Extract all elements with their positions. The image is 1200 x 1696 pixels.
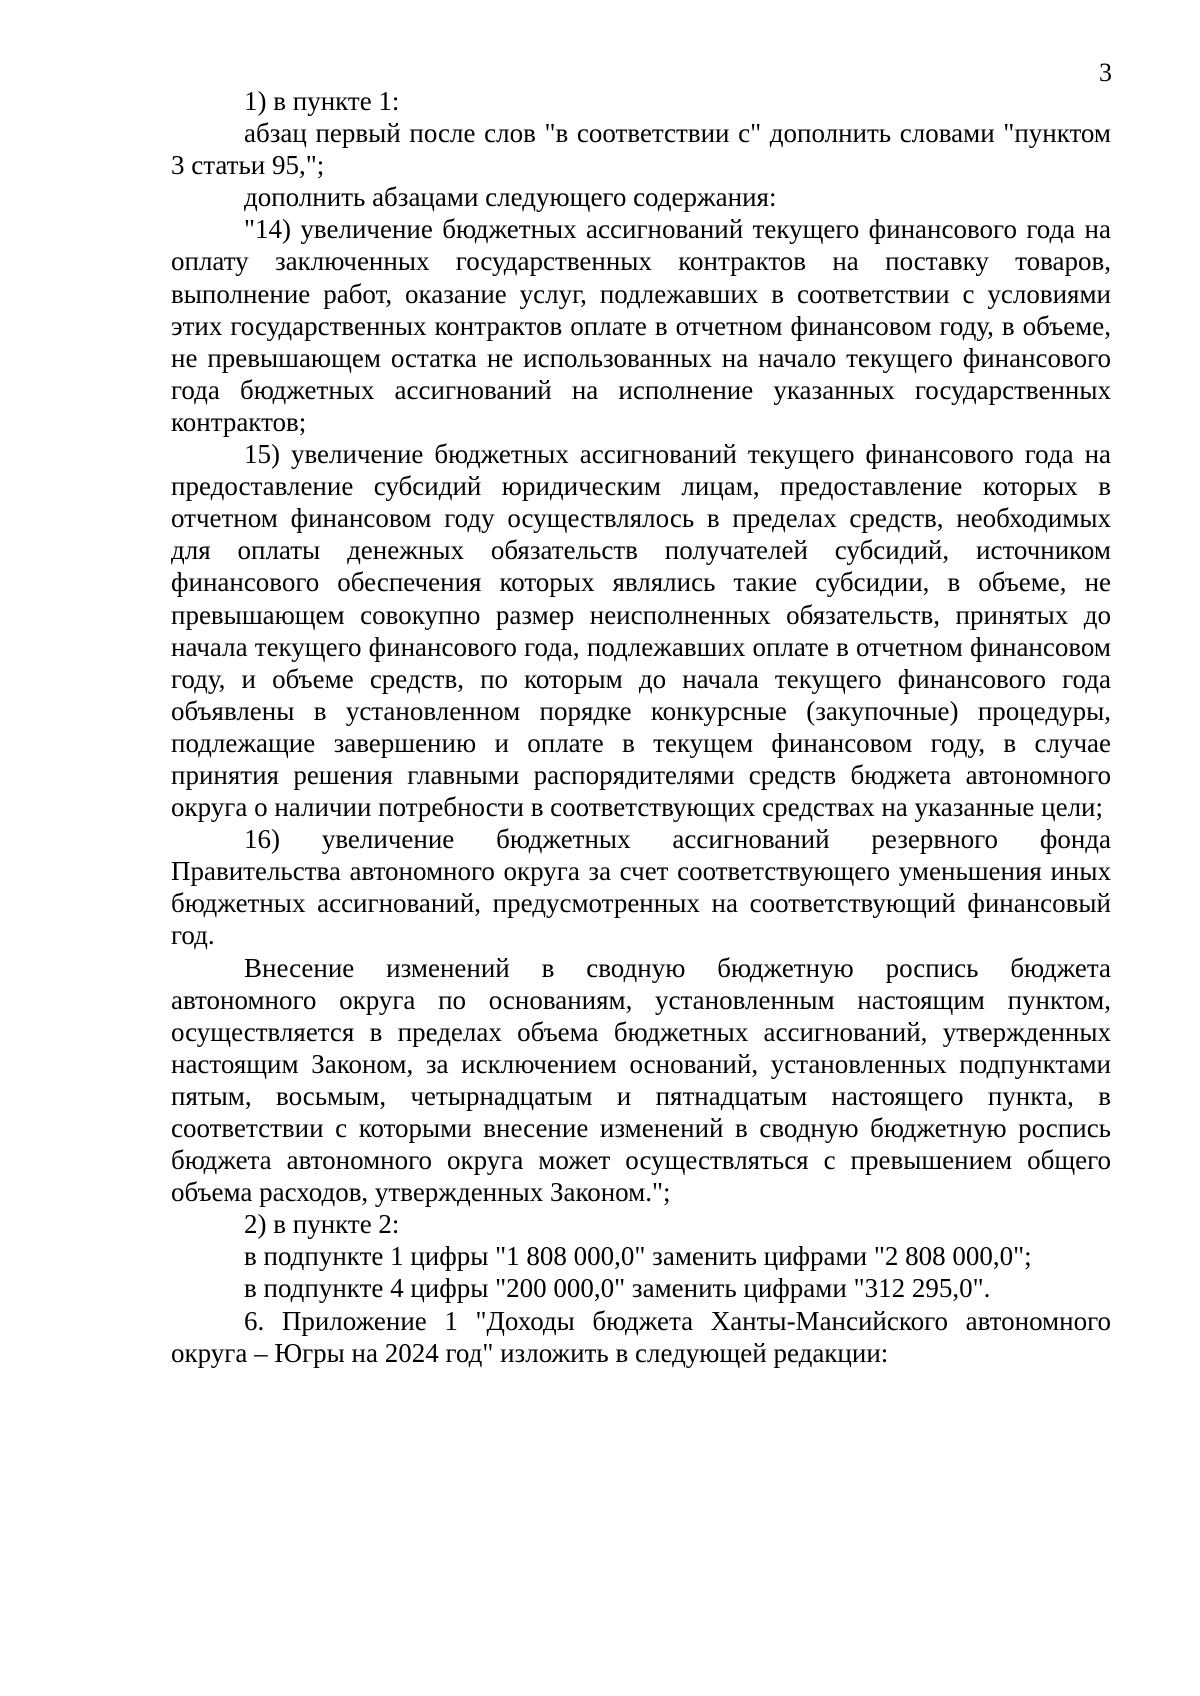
paragraph-item-15: 15) увеличение бюджетных ассигнований текущего финансового года на предоставление субсидий юридическим лицам, предоставление которых в отчетном финансовом году осуществлялось в пределах средств, необходимых для оплаты денежных обязательств получателей субсидий, источником финансового обеспечения которых являлись такие субсидии, в объеме, не превышающем совокупно размер неисполненных обязательств, принятых до начала текущего финансового года, подлежавших оплате в отчетном финансовом году, и объеме средств, по которым до начала текущего финансового года объявлены в установленном порядке конкурсные (закупочные) процедуры, подлежащие завершению и оплате в текущем финансовом году, в случае принятия решения главными распорядителями средств бюджета автономного округа о наличии потребности в соответствующих средствах на указанные цели;	[171, 439, 1111, 823]
paragraph-item-14: "14) увеличение бюджетных ассигнований текущего финансового года на оплату заключенных государственных контрактов на поставку товаров, выполнение работ, оказание услуг, подлежавших в соответствии с условиями этих государственных контрактов оплате в отчетном финансовом году, в объеме, не превышающем остатка не использованных на начало текущего финансового года бюджетных ассигнований на исполнение указанных государственных контрактов;	[171, 214, 1111, 437]
document-body	[171, 85, 1111, 1369]
paragraph-amendment-point-1: 1) в пункте 1:	[244, 86, 400, 116]
paragraph-first-abzac-addition: абзац первый после слов "в соответствии с" дополнить словами "пунктом 3 статьи 95,";	[171, 118, 1111, 181]
paragraph-subpoint-4-figures: в подпункте 4 цифры "200 000,0" заменить цифрами "312 295,0".	[244, 1273, 991, 1304]
paragraph-amendment-point-2: 2) в пункте 2:	[244, 1209, 400, 1240]
paragraph-item-16: 16) увеличение бюджетных ассигнований резервного фонда Правительства автономного округа за счет соответствующего уменьшения иных бюджетных ассигнований, предусмотренных на соответствующий финансовый год.	[171, 824, 1111, 951]
page-number: 3	[1099, 58, 1112, 87]
paragraph-add-abzacs-intro: дополнить абзацами следующего содержания:	[244, 182, 777, 213]
paragraph-budget-changes: Внесение изменений в сводную бюджетную роспись бюджета автономного округа по основаниям, установленным настоящим пунктом, осуществляется в пределах объема бюджетных ассигнований, утвержденных настоящим Законом, за исключением оснований, установленных подпунктами пятым, восьмым, четырнадцатым и пятнадцатым настоящего пункта, в соответствии с которыми внесение изменений в сводную бюджетную роспись бюджета автономного округа может осуществляться с превышением общего объема расходов, утвержденных Законом.";	[171, 952, 1111, 1208]
paragraph-appendix-1: 6. Приложение 1 "Доходы бюджета Ханты-Мансийского автономного округа – Югры на 2024 год" изложить в следующей редакции:	[171, 1305, 1111, 1368]
paragraph-subpoint-1-figures: в подпункте 1 цифры "1 808 000,0" заменить цифрами "2 808 000,0";	[244, 1241, 1032, 1272]
